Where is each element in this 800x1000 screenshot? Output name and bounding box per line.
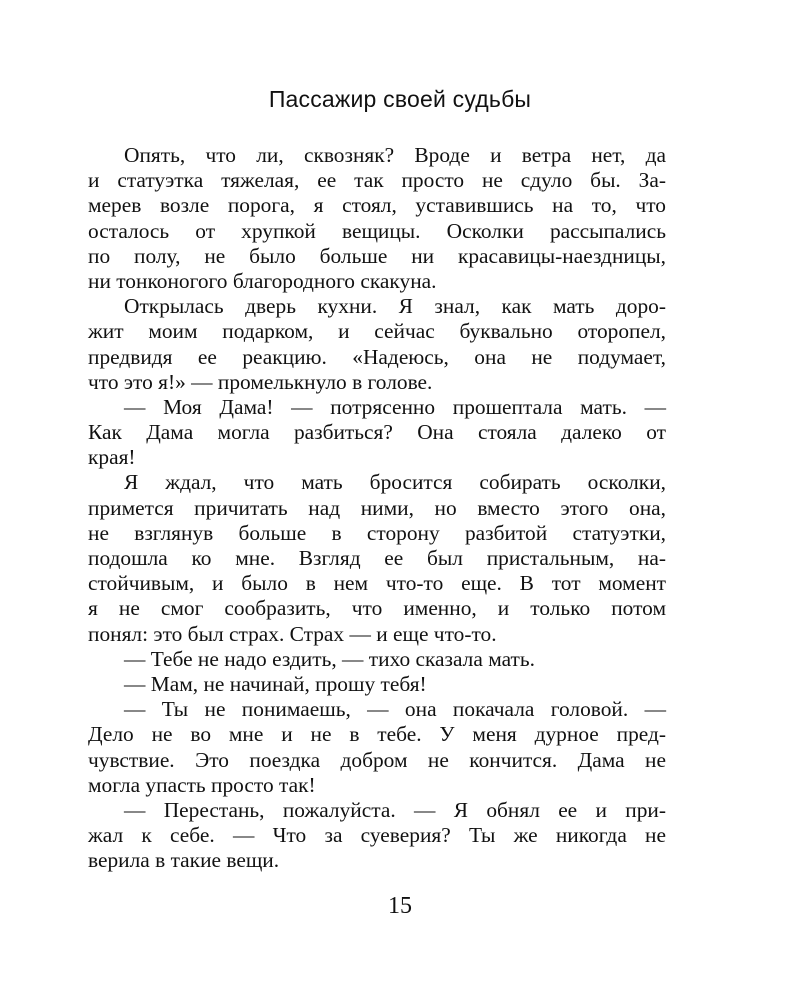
text-line: могла упасть просто так! <box>88 772 316 797</box>
running-head: Пассажир своей судьбы <box>268 86 532 112</box>
text-line: по полу, не было больше ни красавицы-наездницы, <box>88 243 666 268</box>
text-line: верила в такие вещи. <box>88 848 280 873</box>
body-text <box>88 143 666 873</box>
text-line: предвидя ее реакцию. «Надеюсь, она не подумает, <box>88 344 666 369</box>
text-line: подошла ко мне. Взгляд ее был пристальным, на- <box>88 546 666 570</box>
text-line: — Мам, не начинай, прошу тебя! <box>124 671 427 696</box>
text-line: Опять, что ли, сквозняк? Вроде и ветра нет, да <box>124 143 666 167</box>
text-line: ни тонконогого благородного скакуна. <box>88 268 437 293</box>
text-line: осталось от хрупкой вещицы. Осколки рассыпались <box>88 218 666 243</box>
text-line: примется причитать над ними, но вместо этого она, <box>88 495 666 520</box>
text-line: чувствие. Это поездка добром не кончится. Дама не <box>88 747 666 772</box>
text-line: что это я!» — промелькнуло в голове. <box>88 369 433 394</box>
page-number: 15 <box>388 893 412 919</box>
text-line: — Моя Дама! — потрясенно прошептала мать. — <box>124 394 666 419</box>
text-line: — Тебе не надо ездить, — тихо сказала мать. <box>124 646 535 671</box>
text-line: понял: это был страх. Страх — и еще что-то. <box>88 621 497 646</box>
text-line: Я ждал, что мать бросится собирать осколки, <box>124 470 666 495</box>
text-line: стойчивым, и было в нем что-то еще. В тот момент <box>88 571 666 596</box>
text-line: не взглянув больше в сторону разбитой статуэтки, <box>88 520 666 545</box>
text-line: — Перестань, пожалуйста. — Я обнял ее и при- <box>124 797 666 822</box>
text-line: Дело не во мне и не в тебе. У меня дурное пред- <box>88 722 666 747</box>
text-line: жит моим подарком, и сейчас буквально оторопел, <box>88 319 666 344</box>
text-line: жал к себе. — Что за суеверия? Ты же никогда не <box>88 823 666 848</box>
text-line: я не смог сообразить, что именно, и только потом <box>88 596 666 621</box>
text-line: мерев возле порога, я стоял, уставившись на то, что <box>88 193 666 218</box>
text-line: — Ты не понимаешь, — она покачала головой. — <box>124 697 666 722</box>
text-line: края! <box>88 445 136 470</box>
text-line: Открылась дверь кухни. Я знал, как мать доро- <box>124 294 666 319</box>
text-line: и статуэтка тяжелая, ее так просто не сдуло бы. За- <box>88 168 666 193</box>
text-line: Как Дама могла разбиться? Она стояла далеко от <box>88 420 666 445</box>
